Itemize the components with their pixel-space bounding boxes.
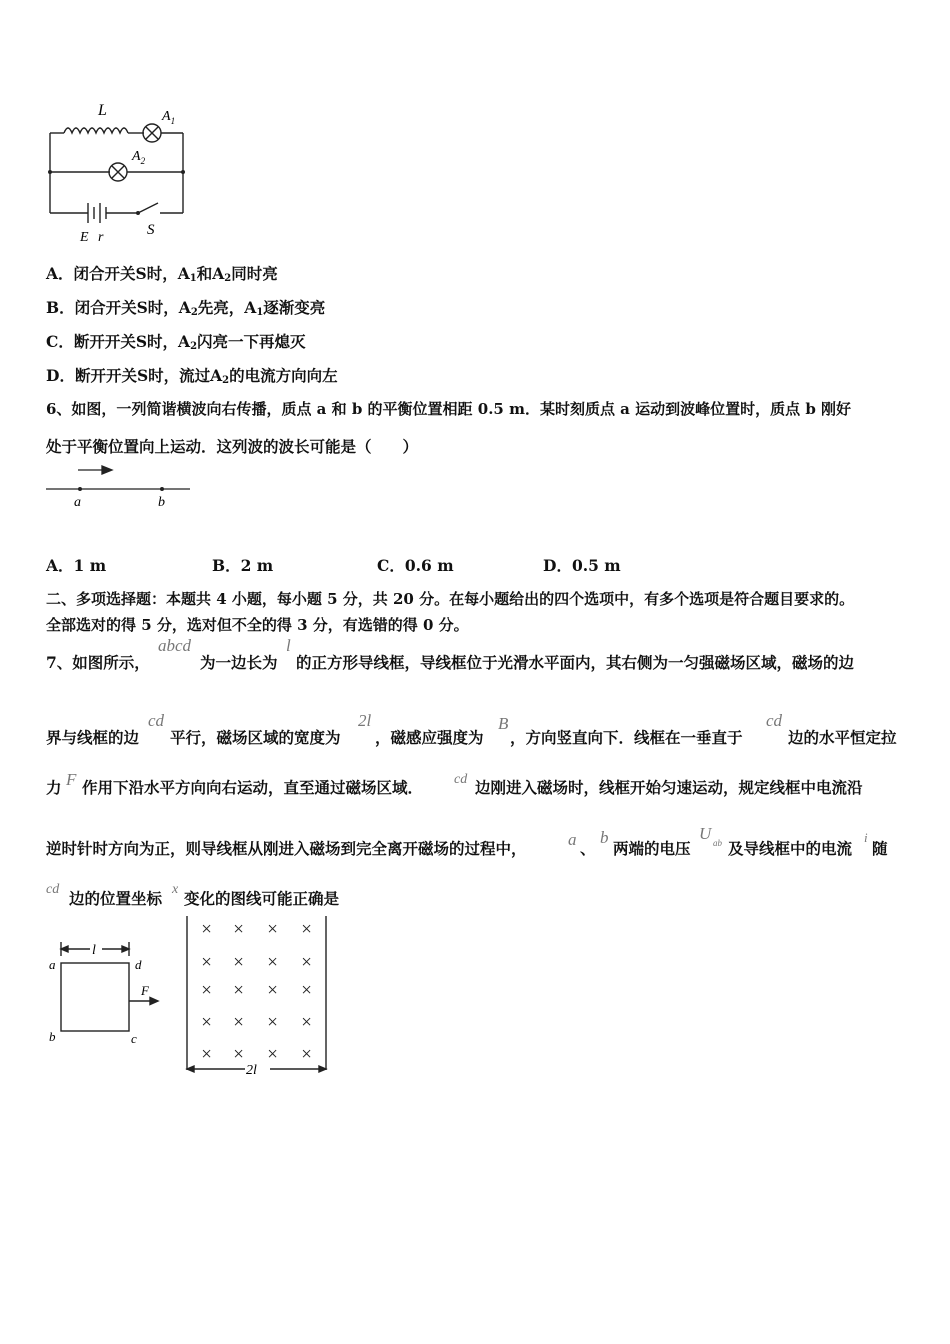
- resistance-label: r: [98, 230, 104, 245]
- q7-line3-c: 边刚进入磁场时，线框开始匀速运动，规定线框中电流沿: [475, 778, 863, 797]
- q7-line2-b: 平行，磁场区域的宽度为: [170, 728, 341, 747]
- q7-line2-d: ，方向竖直向下．线框在一垂直于: [510, 728, 743, 747]
- field-cross: ×: [300, 980, 313, 1001]
- math-B: B: [498, 714, 509, 733]
- emf-label: E: [80, 230, 89, 245]
- math-F: F: [66, 770, 77, 789]
- field-cross: ×: [200, 919, 213, 940]
- q7-line5-a: 边的位置坐标: [69, 889, 163, 908]
- field-cross: ×: [300, 1044, 313, 1065]
- field-cross: ×: [200, 980, 213, 1001]
- field-cross: ×: [200, 1012, 213, 1033]
- wave-diagram: [40, 460, 200, 515]
- field-cross: ×: [266, 952, 279, 973]
- field-cross: ×: [266, 1012, 279, 1033]
- q7-line4-e: 随: [872, 839, 888, 858]
- field-crosses: [200, 919, 313, 1065]
- math-i: i: [864, 830, 868, 845]
- field-cross: ×: [200, 952, 213, 973]
- field-cross: ×: [232, 952, 245, 973]
- section2-heading-line1: 二、多项选择题：本题共 4 小题，每小题 5 分，共 20 分。在每小题给出的四个选项中，有多个选项是符合题目要求的。: [46, 590, 855, 608]
- field-width-label: 2l: [246, 1063, 257, 1078]
- corner-a-label: a: [49, 957, 56, 972]
- field-cross: ×: [232, 1044, 245, 1065]
- field-cross: ×: [232, 1012, 245, 1033]
- circuit-diagram: [40, 95, 200, 250]
- q7-line3-a: 力: [46, 778, 62, 797]
- q5-option-b: B．闭合开关S时，$A_2$先亮，$A_1$逐渐变亮: [46, 298, 326, 318]
- math-b: b: [600, 828, 609, 847]
- lamp-a1-label: $A_1$: [162, 109, 176, 126]
- field-cross: ×: [266, 980, 279, 1001]
- q7-line4-a: 逆时针时方向为正，则导线框从刚进入磁场到完全离开磁场的过程中，: [46, 839, 527, 858]
- q6-option-d: D．0.5 m: [543, 556, 621, 575]
- q7-line4-c: 两端的电压: [613, 839, 691, 858]
- field-cross: ×: [232, 919, 245, 940]
- q6-option-a: A．1 m: [46, 556, 107, 575]
- field-cross: ×: [300, 952, 313, 973]
- switch-label: S: [147, 222, 155, 238]
- corner-d-label: d: [135, 957, 142, 972]
- q6-option-c: C．0.6 m: [377, 556, 454, 575]
- math-a: a: [568, 830, 577, 849]
- field-cross: ×: [300, 1012, 313, 1033]
- math-cd-3: cd: [454, 772, 468, 787]
- field-cross: ×: [200, 1044, 213, 1065]
- q7-line2-c: ，磁感应强度为: [375, 728, 484, 747]
- math-abcd: abcd: [158, 636, 192, 655]
- frame-length-label: l: [92, 943, 96, 958]
- q7-line5-b: 变化的图线可能正确是: [184, 889, 340, 908]
- q5-option-a: A．闭合开关S时，$A_1$和$A_2$同时亮: [46, 264, 278, 284]
- field-cross: ×: [300, 919, 313, 940]
- math-U-sub: ab: [713, 838, 722, 848]
- math-cd-4: cd: [46, 882, 60, 897]
- q7-line1-b: 为一边长为: [200, 653, 278, 672]
- field-cross: ×: [266, 919, 279, 940]
- q7-line2-a: 界与线框的边: [46, 728, 140, 747]
- corner-c-label: c: [131, 1031, 137, 1046]
- q6-option-b: B．2 m: [212, 556, 274, 575]
- q7-line1-c: 的正方形导线框，导线框位于光滑水平面内，其右侧为一匀强磁场区域，磁场的边: [296, 653, 855, 672]
- field-cross: ×: [232, 980, 245, 1001]
- inductor-label: L: [98, 102, 107, 119]
- q6-stem-line1: 6、如图，一列简谐横波向右传播，质点 a 和 b 的平衡位置相距 0.5 m．某时刻质点 a 运动到波峰位置时，质点 b 刚好: [46, 400, 852, 418]
- math-U: U: [699, 824, 712, 843]
- math-x: x: [172, 882, 179, 897]
- q7-line2-e: 边的水平恒定拉: [788, 728, 897, 747]
- q6-stem-line2: 处于平衡位置向上运动．这列波的波长可能是（ ）: [46, 437, 419, 456]
- corner-b-label: b: [49, 1029, 56, 1044]
- math-l: l: [286, 636, 291, 655]
- point-b-label: b: [158, 495, 165, 510]
- q5-option-c: C．断开开关S时，$A_2$闪亮一下再熄灭: [46, 332, 306, 352]
- q5-option-d: D．断开开关S时，流过$A_2$的电流方向向左: [46, 366, 338, 386]
- math-cd-2: cd: [766, 711, 783, 730]
- math-cd-1: cd: [148, 711, 165, 730]
- q7-line4-b: 、: [580, 839, 596, 858]
- lamp-a2-label: $A_2$: [132, 149, 146, 166]
- force-label: F: [141, 983, 149, 998]
- magnetic-field-figure: [40, 910, 340, 1080]
- point-a-label: a: [74, 495, 81, 510]
- field-cross: ×: [266, 1044, 279, 1065]
- q7-line4-d: 及导线框中的电流: [728, 839, 853, 858]
- q7-line1-a: 7、如图所示，: [46, 653, 150, 672]
- math-2l: 2l: [358, 711, 372, 730]
- section2-heading-line2: 全部选对的得 5 分，选对但不全的得 3 分，有选错的得 0 分。: [46, 616, 469, 634]
- q7-line3-b: 作用下沿水平方向向右运动，直至通过磁场区域．: [82, 778, 424, 797]
